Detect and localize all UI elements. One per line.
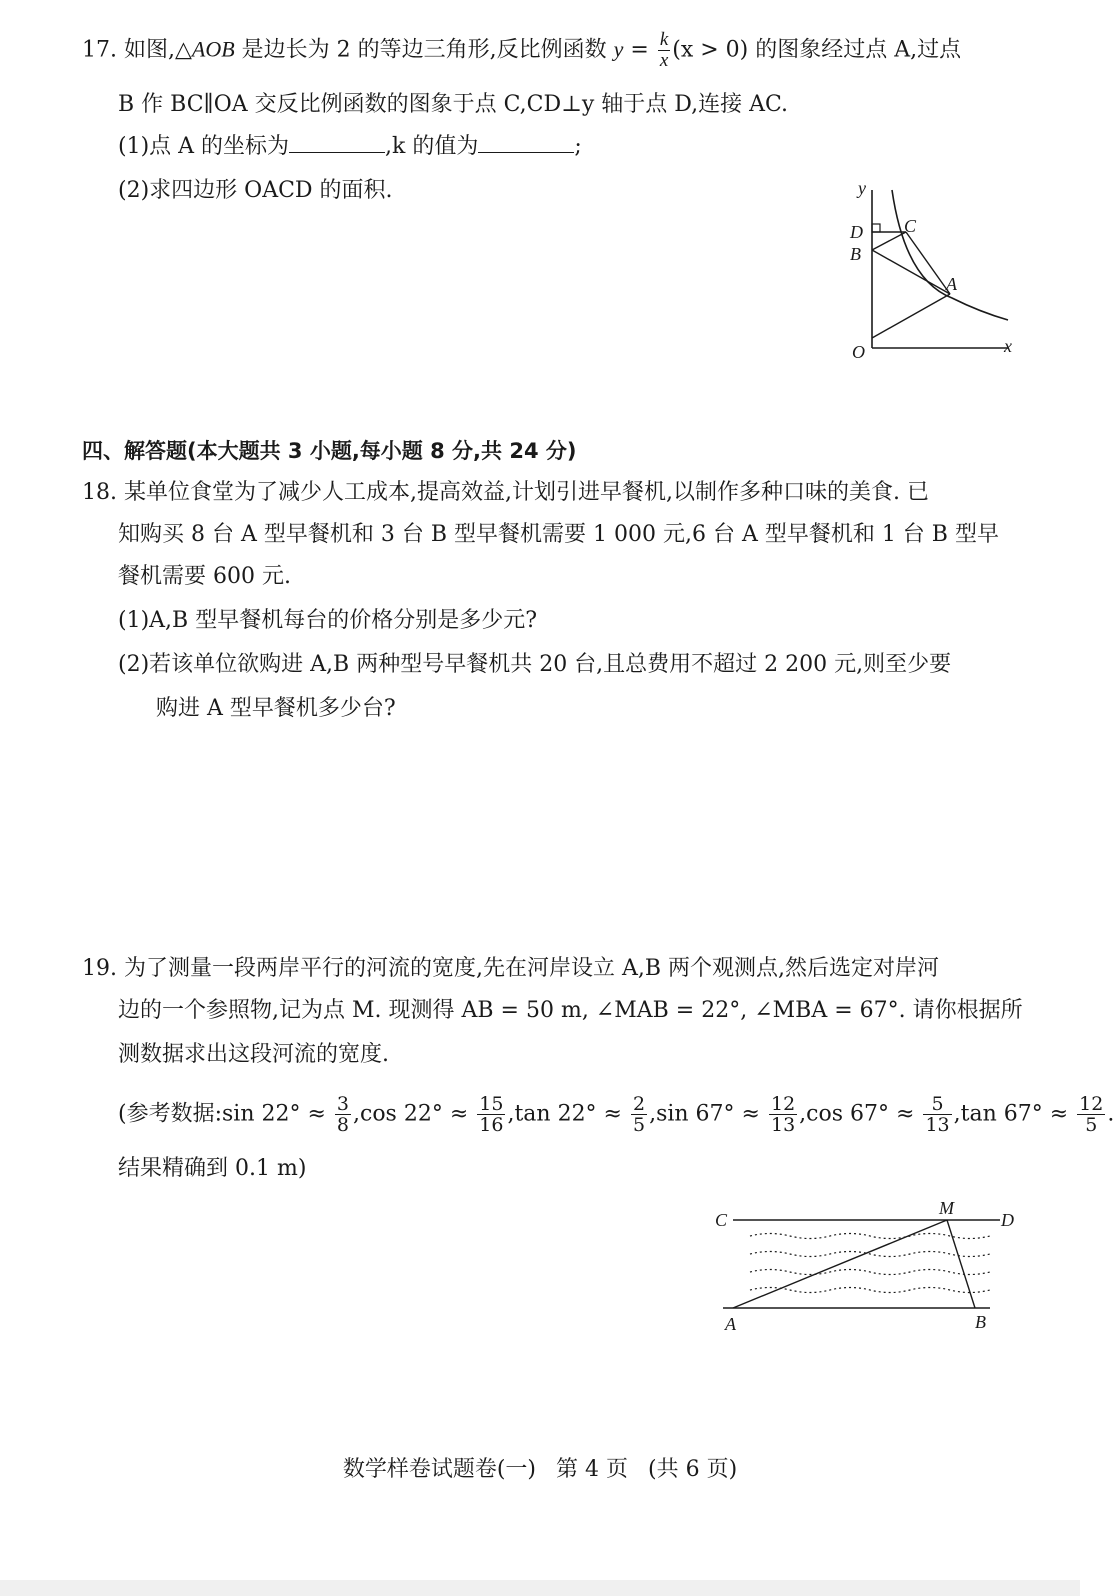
q19-reference-data: (参考数据:sin 22° ≈ $\frac{3}{8}$ ,cos 22° ≈ $\frac{15}{16}$ ,tan 22° ≈ $\frac{2}{5}$ ,sin 67° ≈ $\frac{12}{13}$ ,cos 67° ≈ $\frac{5}{13}$ ,tan 67° ≈ $\frac{12}{5}$ . [118, 1093, 1114, 1136]
q18-line3: 餐机需要 600 元. [118, 564, 291, 589]
label-x: x [1004, 336, 1012, 356]
section-heading: 四、解答题(本大题共 3 小题,每小题 8 分,共 24 分) [82, 439, 577, 463]
footer-page: 第 4 页 [556, 1457, 628, 1482]
q18-line1: 18. 某单位食堂为了减少人工成本,提高效益,计划引进早餐机,以制作多种口味的美食. 已 [82, 480, 929, 505]
q17-line1: 17. 如图,△AOB 是边长为 2 的等边三角形,反比例函数 y = $\frac{k}{x}$ (x > 0) 的图象经过点 A,过点 [82, 29, 962, 71]
label-b: B [850, 244, 861, 264]
page-footer [0, 1452, 1080, 1483]
bottom-edge [0, 1580, 1080, 1596]
q18-part2-line2: 购进 A 型早餐机多少台? [156, 696, 396, 721]
right-angle-mark [872, 224, 880, 232]
q17-line2: B 作 BC∥OA 交反比例函数的图象于点 C,CD⊥y 轴于点 D,连接 AC. [118, 92, 789, 117]
label-b: B [975, 1312, 986, 1332]
label-y: y [858, 178, 866, 198]
label-d: D [850, 222, 863, 242]
water-wave-4 [750, 1288, 990, 1293]
fraction-cos22: $\frac{15}{16}$ [479, 1093, 504, 1136]
q19-line2: 边的一个参照物,记为点 M. 现测得 AB = 50 m, ∠MAB = 22°, ∠MBA = 67°. 请你根据所 [118, 998, 1023, 1023]
hyperbola-curve [892, 190, 1008, 320]
q19-line3: 测数据求出这段河流的宽度. [118, 1042, 389, 1067]
label-c: C [715, 1210, 728, 1230]
q17-figure [840, 180, 1020, 370]
fraction-tan67: $\frac{12}{5}$ [1079, 1093, 1104, 1136]
q17-part2: (2)求四边形 OACD 的面积. [118, 178, 393, 203]
answer-blank-k [478, 132, 574, 153]
label-c: C [904, 216, 917, 236]
q18-line2: 知购买 8 台 A 型早餐机和 3 台 B 型早餐机需要 1 000 元,6 台 A 型早餐机和 1 台 B 型早 [118, 522, 999, 547]
q18-part2-line1: (2)若该单位欲购进 A,B 两种型号早餐机共 20 台,且总费用不超过 2 200 元,则至少要 [118, 652, 952, 677]
label-a: A [725, 1314, 736, 1334]
segment-oa [872, 294, 950, 338]
q19-line1: 19. 为了测量一段两岸平行的河流的宽度,先在河岸设立 A,B 两个观测点,然后选定对岸河 [82, 956, 940, 981]
water-wave-1 [750, 1234, 990, 1239]
fraction-k-over-x: $\frac{k}{x}$ [659, 29, 669, 71]
q18-part1: (1)A,B 型早餐机每台的价格分别是多少元? [118, 608, 538, 633]
label-a: A [946, 274, 957, 294]
answer-blank-coordinate [289, 132, 385, 153]
segment-mb [947, 1220, 975, 1308]
footer-total: (共 6 页) [648, 1457, 738, 1482]
footer-title: 数学样卷试题卷(一) [342, 1457, 537, 1482]
fraction-sin67: $\frac{12}{13}$ [770, 1093, 796, 1136]
segment-ac [906, 232, 950, 294]
q17-part1: (1)点 A 的坐标为 ,k 的值为 ; [118, 134, 582, 159]
q19-ref-line2: 结果精确到 0.1 m) [118, 1156, 307, 1181]
fraction-sin22: $\frac{3}{8}$ [336, 1093, 349, 1136]
water-wave-3 [750, 1270, 990, 1275]
segment-bc [872, 232, 906, 250]
q19-river-figure [705, 1196, 1035, 1342]
fraction-tan22: $\frac{2}{5}$ [632, 1093, 646, 1136]
fraction-cos67: $\frac{5}{13}$ [925, 1093, 950, 1136]
label-d: D [1001, 1210, 1014, 1230]
label-m: M [939, 1198, 954, 1218]
label-o: O [852, 342, 865, 362]
